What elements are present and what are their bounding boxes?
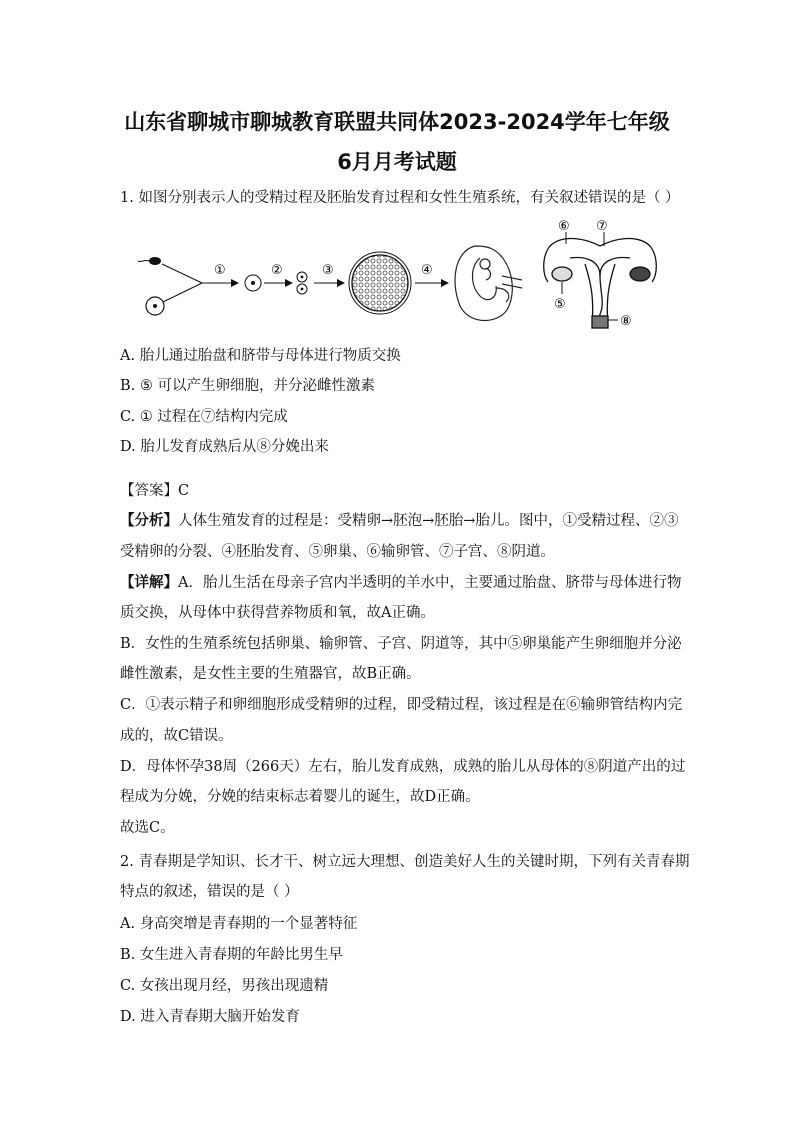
q2-stem-line-2: 特点的叙述，错误的是（ ） — [120, 884, 299, 900]
q1-option-c: C. ① 过程在⑦结构内完成 — [120, 409, 288, 425]
label-8: ⑧ — [620, 314, 632, 329]
analysis-text-1: 人体生殖发育的过程是：受精卵→胚泡→胚胎→胎儿。图中，①受精过程、②③ — [178, 513, 679, 529]
q2-option-d: D. 进入青春期大脑开始发育 — [120, 1009, 300, 1025]
q2-stem-line-1: 2. 青春期是学知识、长才干、树立远大理想、创造美好人生的关键时期，下列有关青春期 — [120, 854, 690, 870]
step-2-label: ② — [271, 263, 283, 278]
step-3-label: ③ — [322, 263, 334, 278]
q1-detail-line-4: 雌性激素，是女性主要的生殖器官，故B正确。 — [120, 666, 421, 682]
q2-option-c: C. 女孩出现月经，男孩出现遗精 — [120, 978, 329, 994]
q1-option-a: A. 胎儿通过胎盘和脐带与母体进行物质交换 — [120, 348, 401, 364]
label-7: ⑦ — [596, 219, 608, 234]
egg-cell-icon — [146, 297, 164, 315]
step-4-label: ④ — [421, 263, 433, 278]
q2-option-a: A. 身高突增是青春期的一个显著特征 — [120, 916, 358, 932]
label-5: ⑤ — [554, 297, 566, 312]
q1-detail-line-2: 质交换，从母体中获得营养物质和氧，故A正确。 — [120, 605, 435, 621]
q1-stem: 1. 如图分别表示人的受精过程及胚胎发育过程和女性生殖系统，有关叙述错误的是（ ） — [120, 190, 680, 206]
q1-detail-line-8: 程成为分娩，分娩的结束标志着婴儿的诞生，故D正确。 — [120, 789, 480, 805]
q1-option-d: D. 胎儿发育成熟后从⑧分娩出来 — [120, 439, 329, 455]
page-title: 山东省聊城市聊城教育联盟共同体2023-2024学年七年级 — [124, 110, 670, 134]
sperm-icon — [138, 257, 161, 265]
detail-label: 【详解】 — [120, 574, 178, 591]
analysis-label: 【分析】 — [120, 512, 178, 529]
q1-detail-line-9: 故选C。 — [120, 820, 175, 836]
q1-detail-line-3: B．女性的生殖系统包括卵巢、输卵管、子宫、阴道等，其中⑤卵巢能产生卵细胞并分泌 — [120, 636, 682, 652]
q1-answer: 【答案】C — [120, 483, 190, 499]
q1-option-b: B. ⑤ 可以产生卵细胞，并分泌雌性激素 — [120, 378, 375, 394]
q1-analysis-line-1 — [120, 509, 678, 530]
step-1-label: ① — [214, 263, 226, 278]
q1-analysis-line-2: 受精卵的分裂、④胚胎发育、⑤卵巢、⑥输卵管、⑦子宫、⑧阴道。 — [120, 544, 555, 560]
q1-detail-line-5: C．①表示精子和卵细胞形成受精卵的过程，即受精过程，该过程是在⑥输卵管结构内完 — [120, 697, 683, 713]
page-subtitle: 6月月考试题 — [337, 150, 457, 174]
label-6: ⑥ — [558, 219, 570, 234]
q1-detail-line-7: D．母体怀孕38周（266天）左右，胎儿发育成熟，成熟的胎儿从母体的⑧阴道产出的过 — [120, 759, 686, 775]
two-cell-icon — [297, 272, 307, 294]
q1-detail-line-1 — [120, 571, 681, 592]
embryo-icon — [455, 246, 522, 321]
q1-figure — [130, 216, 670, 331]
detail-text-1: A．胎儿生活在母亲子宫内半透明的羊水中，主要通过胎盘、脐带与母体进行物 — [178, 575, 682, 591]
zygote-icon — [245, 275, 261, 291]
q2-option-b: B. 女生进入青春期的年龄比男生早 — [120, 947, 343, 963]
blastocyst-icon — [349, 252, 411, 314]
female-reproductive-system-icon — [544, 239, 657, 329]
q1-detail-line-6: 成的，故C错误。 — [120, 728, 233, 744]
